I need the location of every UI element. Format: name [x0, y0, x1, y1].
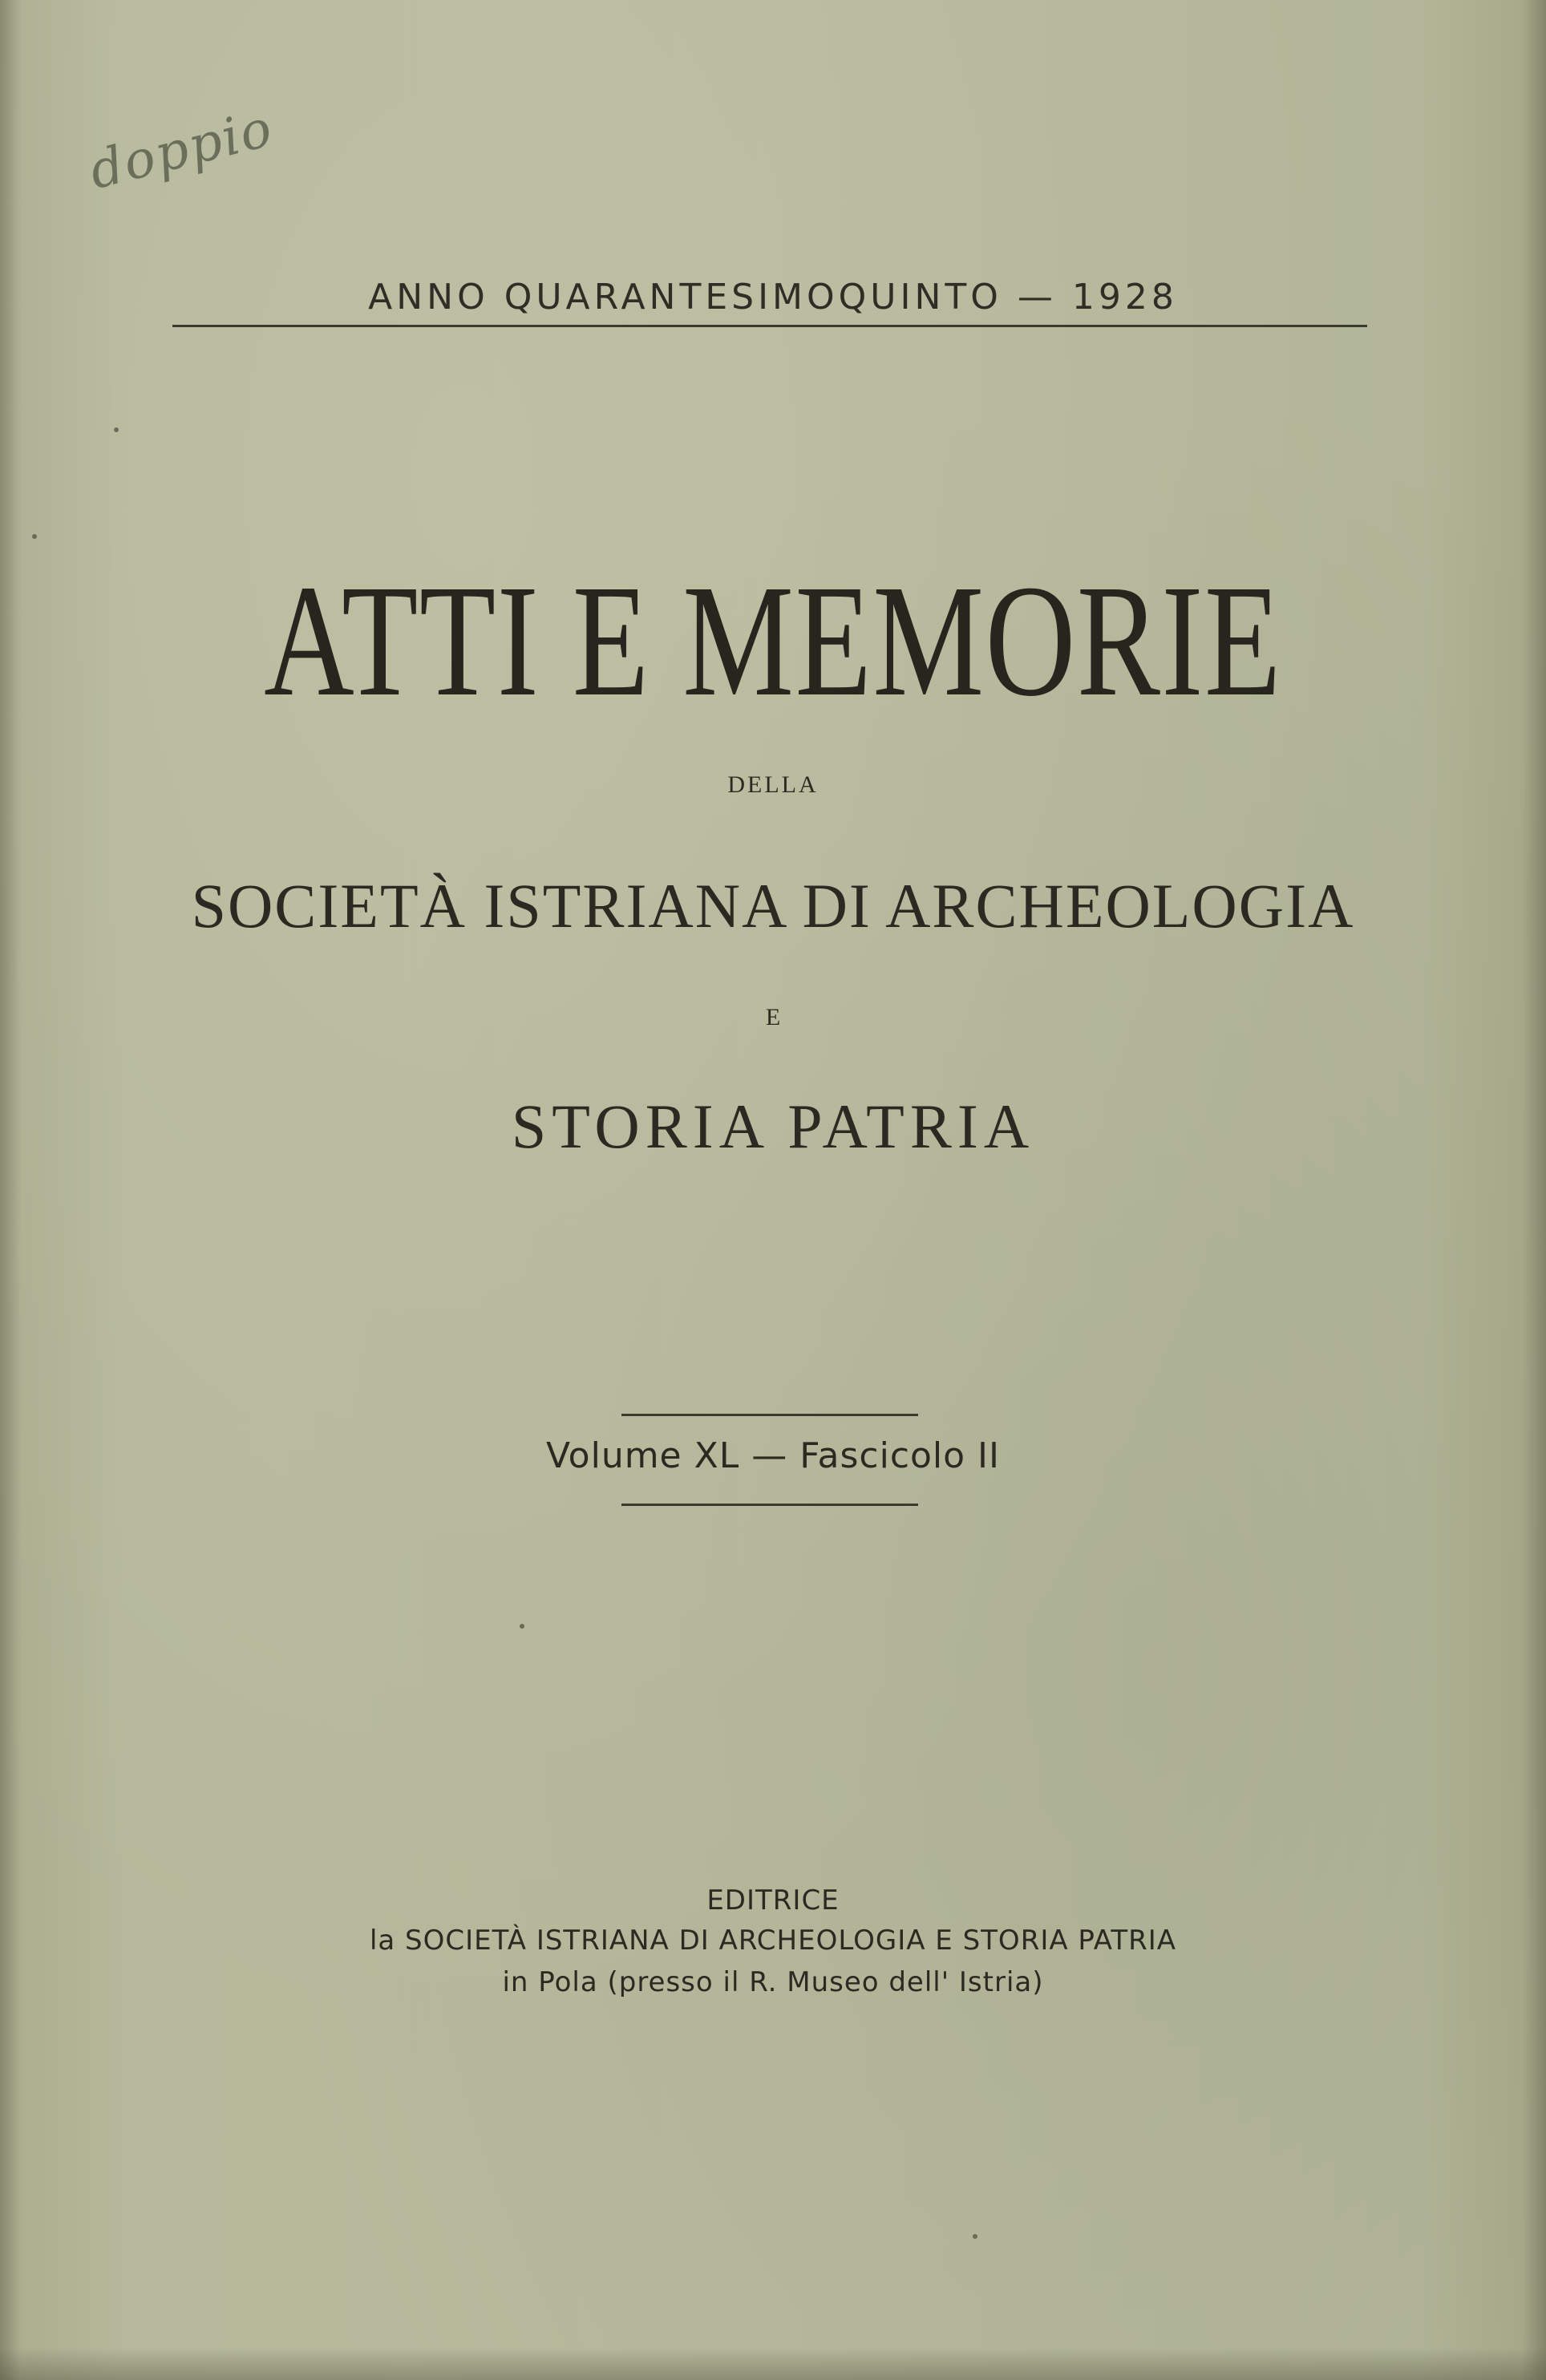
cover-left-edge-shading: [0, 0, 21, 2380]
main-title: ATTI E MEMORIE: [264, 552, 1282, 730]
publisher-label: EDITRICE: [706, 1884, 840, 1917]
handwritten-note: doppio: [83, 98, 279, 202]
year-line: ANNO QUARANTESIMOQUINTO — 1928: [368, 277, 1178, 318]
cover-right-edge-shading: [1522, 0, 1546, 2380]
volume-rule-top: [621, 1414, 918, 1416]
volume-line: Volume XL — Fascicolo II: [545, 1435, 1001, 1476]
connector-della: DELLA: [727, 771, 819, 798]
cover-bottom-edge-shading: [0, 2348, 1546, 2380]
connector-e: E: [765, 1004, 781, 1030]
paper-speck: [973, 2234, 977, 2239]
society-name-line-1: SOCIETÀ ISTRIANA DI ARCHEOLOGIA: [191, 871, 1355, 941]
paper-speck: [520, 1624, 524, 1629]
paper-speck: [114, 427, 119, 432]
publisher-name: la SOCIETÀ ISTRIANA DI ARCHEOLOGIA E STORIA PATRIA: [369, 1925, 1177, 1957]
paper-speck: [32, 534, 37, 539]
publisher-location: in Pola (presso il R. Museo dell' Istria): [502, 1966, 1044, 1998]
year-line-rule: [172, 325, 1367, 327]
society-name-line-2: STORIA PATRIA: [511, 1091, 1035, 1161]
volume-rule-bottom: [621, 1504, 918, 1506]
